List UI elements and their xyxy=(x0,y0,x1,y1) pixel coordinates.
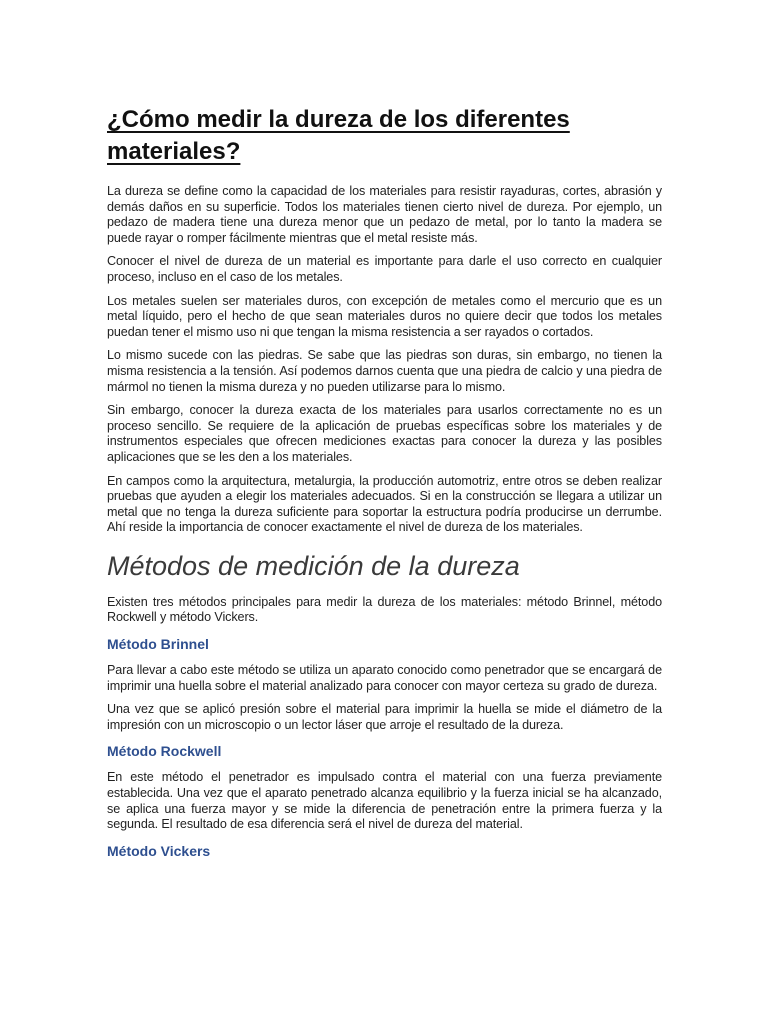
brinnel-paragraph-2: Una vez que se aplicó presión sobre el material para imprimir la huella se mide el diámetro de la impresión con un microscopio o un lector láser que arroje el resultado de la dureza. xyxy=(107,702,662,732)
document-title: ¿Cómo medir la dureza de los diferentes materiales? xyxy=(107,106,570,165)
intro-paragraph-6: En campos como la arquitectura, metalurgia, la producción automotriz, entre otros se deben realizar pruebas que ayuden a elegir los materiales adecuados. Si en la construcción se llegara a utilizar un metal que no tenga la dureza suficiente para soportar la estructura podría producirse un derrumbe. Ahí reside la importancia de conocer exactamente el nivel de dureza de los materiales. xyxy=(107,473,662,535)
vickers-heading: Método Vickers xyxy=(107,842,211,859)
rockwell-paragraph-1: En este método el penetrador es impulsado contra el material con una fuerza previamente establecida. Una vez que el aparato penetrado alcanza equilibrio y la fuerza inicial se ha alcanzado, se aplica una fuerza mayor y se mide la diferencia de penetración entre la primera fuerza y la segunda. El resultado de esa diferencia será el nivel de dureza del material. xyxy=(107,770,662,832)
intro-paragraph-3: Los metales suelen ser materiales duros, con excepción de metales como el mercurio que es un metal líquido, pero el hecho de que sean materiales duros no quiere decir que todos los metales puedan tener el mismo uso ni que tengan la misma resistencia a ser rayados o cortados. xyxy=(107,293,662,339)
section-heading: Métodos de medición de la dureza xyxy=(107,550,520,581)
intro-paragraph-5: Sin embargo, conocer la dureza exacta de los materiales para usarlos correctamente no es un proceso sencillo. Se requiere de la aplicación de pruebas específicas sobre los materiales y de instrumentos especiales que ofrecen mediciones exactas para conocer la dureza y las posibles aplicaciones que se les den a los materiales. xyxy=(107,403,662,464)
intro-paragraph-1: La dureza se define como la capacidad de los materiales para resistir rayaduras, cortes, abrasión y demás daños en su superficie. Todos los materiales tienen cierto nivel de dureza. Por ejemplo, un pedazo de madera tiene una dureza menor que un pedazo de metal, por lo tanto la madera se puede rayar o romper fácilmente mientras que el metal resiste más. xyxy=(107,184,662,245)
rockwell-heading: Método Rockwell xyxy=(107,743,222,760)
intro-paragraph-4: Lo mismo sucede con las piedras. Se sabe que las piedras son duras, sin embargo, no tienen la misma resistencia a la tensión. Así podemos darnos cuenta que una piedra de calcio y una piedra de mármol no tienen la misma dureza y no pueden utilizarse para lo mismo. xyxy=(107,348,662,394)
section-intro: Existen tres métodos principales para medir la dureza de los materiales: método Brinnel, método Rockwell y método Vickers. xyxy=(107,594,662,625)
document-page xyxy=(107,104,662,870)
brinnel-heading: Método Brinnel xyxy=(107,636,209,653)
brinnel-paragraph-1: Para llevar a cabo este método se utiliza un aparato conocido como penetrador que se encargará de imprimir una huella sobre el material analizado para conocer con mayor certeza su grado de dureza. xyxy=(107,663,662,693)
intro-paragraph-2: Conocer el nivel de dureza de un material es importante para darle el uso correcto en cualquier proceso, incluso en el caso de los metales. xyxy=(107,254,662,284)
